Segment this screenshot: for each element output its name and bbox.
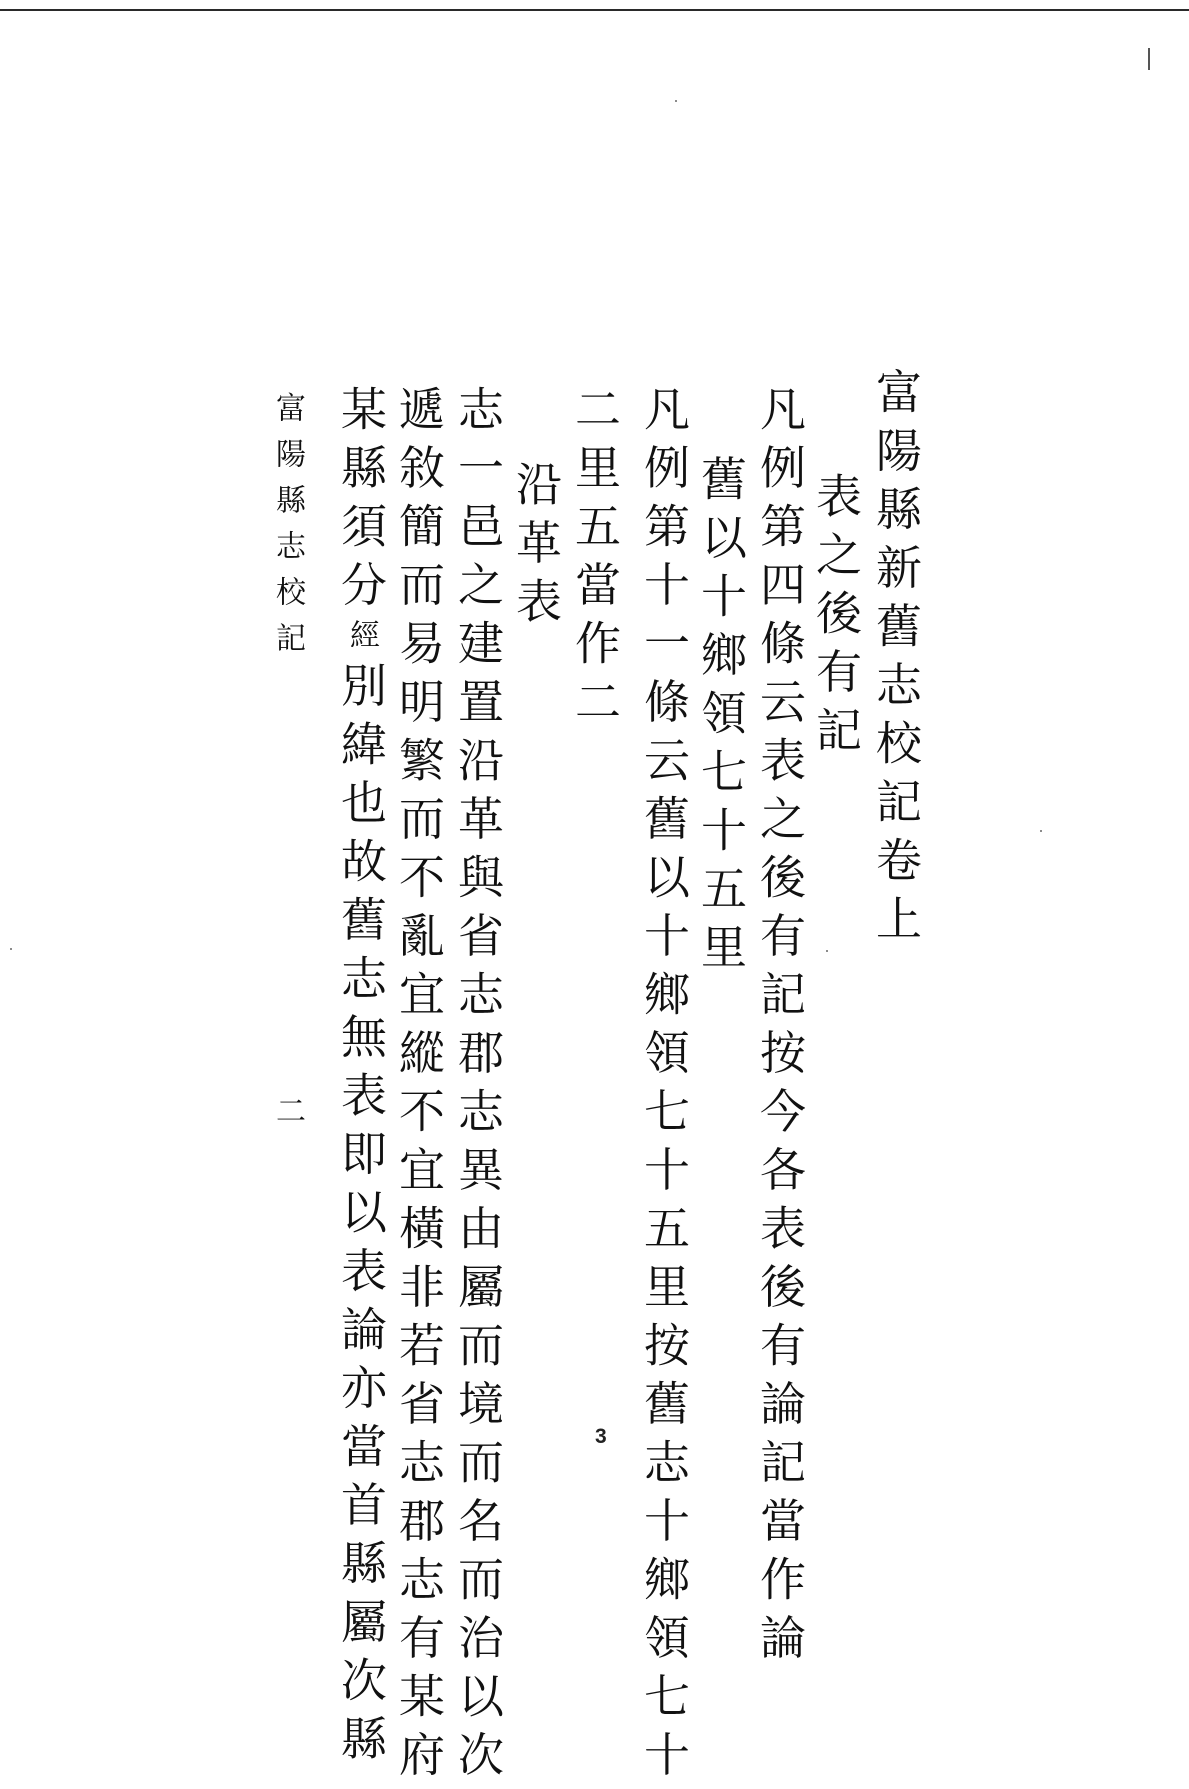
text-column: 二里五當作二: [568, 385, 622, 736]
text-segment: 別緯也故舊志無表即以表論亦當首縣屬次縣: [334, 661, 388, 1773]
text-column: 凡例第十一條云舊以十鄉領七十五里按舊志十鄉領七十: [637, 385, 691, 1789]
margin-title: 富陽縣志校記: [270, 392, 305, 668]
small-glyph: 經: [344, 619, 379, 662]
folio-number: 二: [270, 1095, 305, 1141]
text-column-entry-heading: 沿革表: [509, 460, 563, 636]
text-segment: 某縣須分: [334, 385, 388, 619]
text-column: 志一邑之建置沿革與省志郡志異由屬而境而名而治以次: [451, 385, 505, 1789]
text-column-entry-heading: 舊以十鄉領七十五里: [694, 455, 748, 982]
top-border-line: [0, 9, 1189, 11]
text-column: [334, 385, 388, 1773]
scan-corner-mark: [1148, 48, 1150, 70]
text-column: 凡例第四條云表之後有記按今各表後有論記當作論: [753, 385, 807, 1672]
scan-speck: [10, 948, 12, 950]
text-column-entry-heading: 表之後有記: [809, 472, 863, 765]
scan-speck: [675, 100, 677, 102]
text-column: 遞敘簡而易明繁而不亂宜縱不宜橫非若省志郡志有某府: [392, 385, 446, 1789]
scan-speck: [826, 950, 828, 952]
text-column-heading: 富陽縣新舊志校記卷上: [869, 368, 923, 953]
scan-speck: [1040, 830, 1042, 832]
page-number: 3: [595, 1425, 607, 1448]
